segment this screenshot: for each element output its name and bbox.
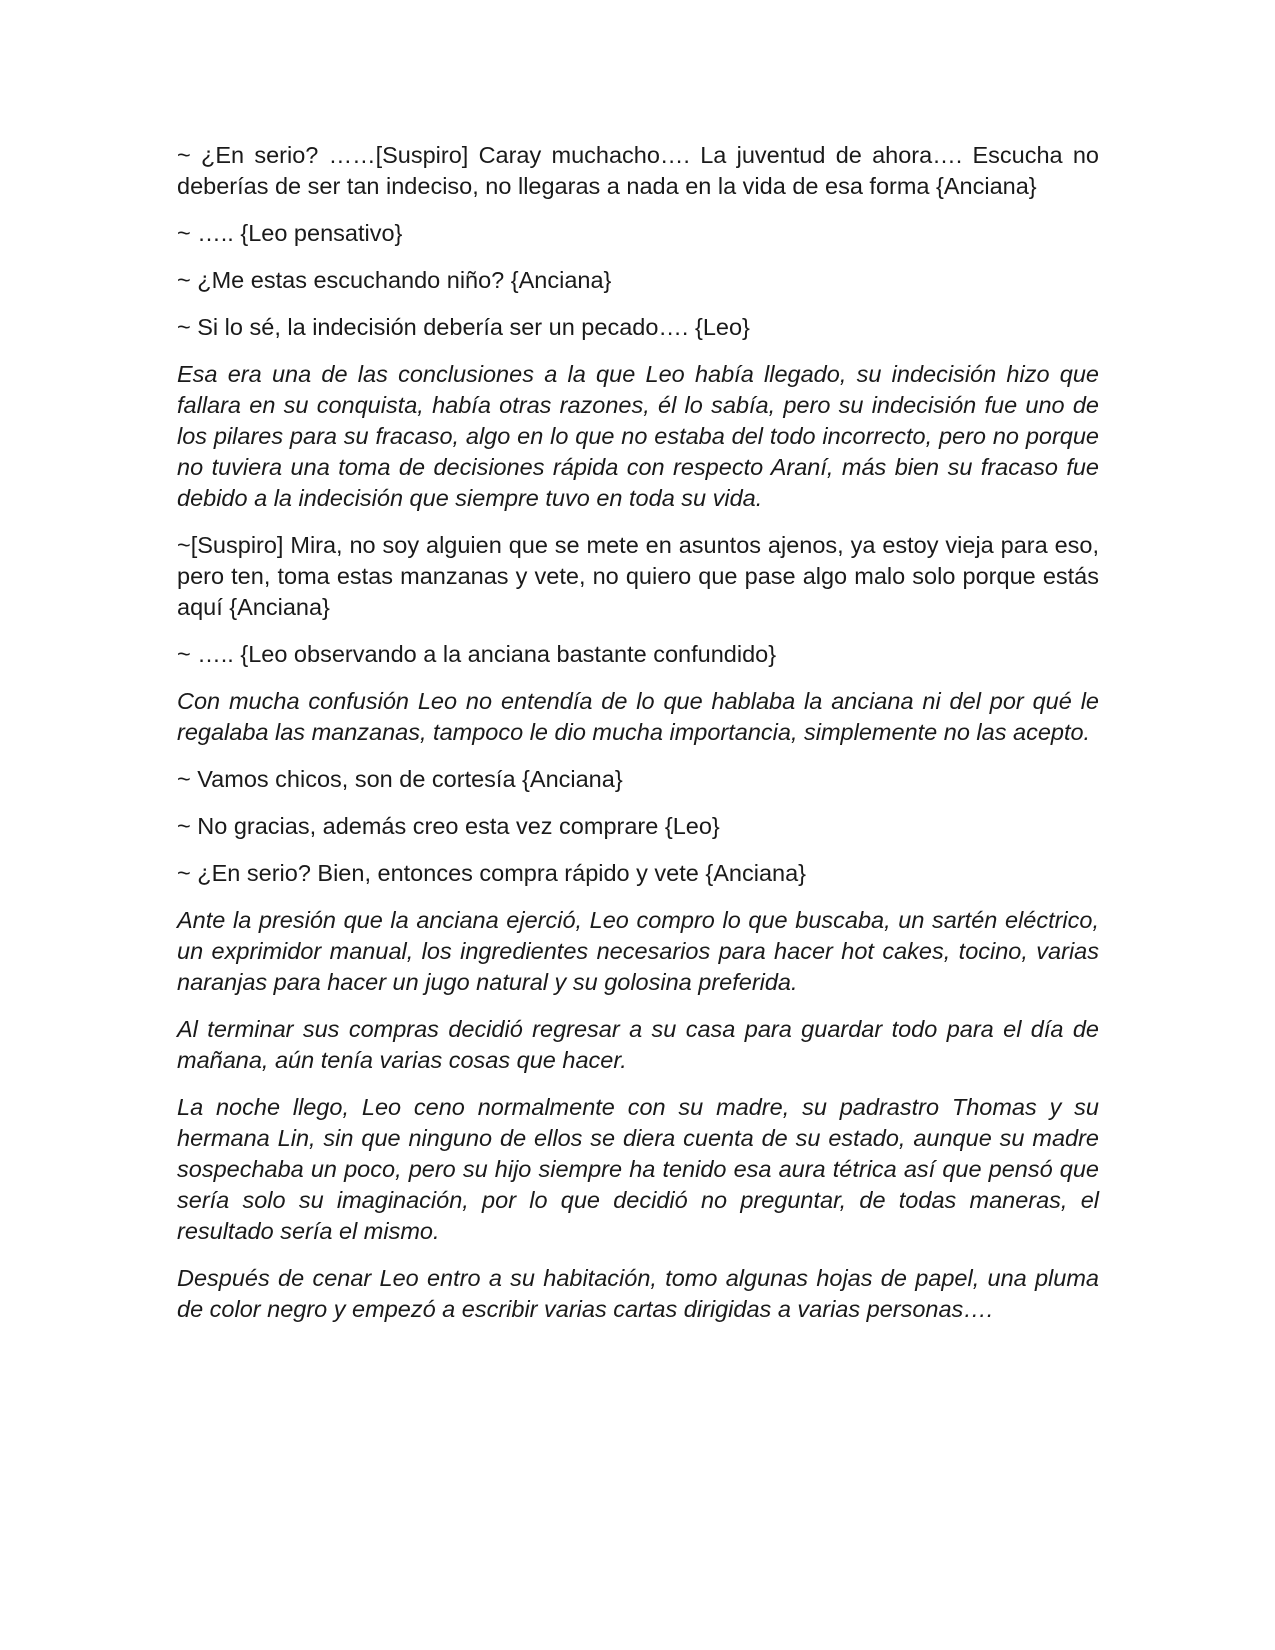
- paragraph-dialogue-anciana-3: ~[Suspiro] Mira, no soy alguien que se mete en asuntos ajenos, ya estoy vieja para eso, pero ten, toma estas manzanas y vete, no quiero que pase algo malo solo porque estás aquí {Anciana}: [177, 532, 1099, 620]
- paragraph-narration-5: La noche llego, Leo ceno normalmente con su madre, su padrastro Thomas y su hermana Lin, sin que ninguno de ellos se diera cuenta de su estado, aunque su madre sospechaba un poco, pero su hijo siempre ha tenido esa aura tétrica así que pensó que sería solo su imaginación, por lo que decidió no preguntar, de todas maneras, el resultado sería el mismo.: [177, 1094, 1099, 1244]
- paragraph-dialogue-anciana-1: ~ ¿En serio? ……[Suspiro] Caray muchacho…. La juventud de ahora…. Escucha no deberías de ser tan indeciso, no llegaras a nada en la vida de esa forma {Anciana}: [177, 142, 1099, 199]
- paragraph-dialogue-anciana-5: ~ ¿En serio? Bien, entonces compra rápido y vete {Anciana}: [177, 860, 807, 886]
- document-page: [177, 140, 1099, 1341]
- paragraph-dialogue-anciana-2: ~ ¿Me estas escuchando niño? {Anciana}: [177, 267, 612, 293]
- paragraph-narration-1: Esa era una de las conclusiones a la que Leo había llegado, su indecisión hizo que fallara en su conquista, había otras razones, él lo sabía, pero su indecisión fue uno de los pilares para su fracaso, algo en lo que no estaba del todo incorrecto, pero no porque no tuviera una toma de decisiones rápida con respecto Araní, más bien su fracaso fue debido a la indecisión que siempre tuvo en toda su vida.: [177, 361, 1099, 511]
- paragraph-dialogue-leo-4: ~ No gracias, además creo esta vez comprare {Leo}: [177, 813, 720, 839]
- paragraph-dialogue-leo-3: ~ ….. {Leo observando a la anciana bastante confundido}: [177, 641, 777, 667]
- paragraph-narration-3: Ante la presión que la anciana ejerció, Leo compro lo que buscaba, un sartén eléctrico, un exprimidor manual, los ingredientes necesarios para hacer hot cakes, tocino, varias naranjas para hacer un jugo natural y su golosina preferida.: [177, 907, 1099, 995]
- paragraph-narration-2: Con mucha confusión Leo no entendía de lo que hablaba la anciana ni del por qué le regalaba las manzanas, tampoco le dio mucha importancia, simplemente no las acepto.: [177, 688, 1099, 745]
- paragraph-narration-6: Después de cenar Leo entro a su habitación, tomo algunas hojas de papel, una pluma de color negro y empezó a escribir varias cartas dirigidas a varias personas….: [177, 1265, 1099, 1322]
- paragraph-dialogue-leo-1: ~ ….. {Leo pensativo}: [177, 220, 403, 246]
- paragraph-narration-4: Al terminar sus compras decidió regresar a su casa para guardar todo para el día de mañana, aún tenía varias cosas que hacer.: [177, 1016, 1099, 1073]
- paragraph-dialogue-leo-2: ~ Si lo sé, la indecisión debería ser un pecado…. {Leo}: [177, 314, 750, 340]
- paragraph-dialogue-anciana-4: ~ Vamos chicos, son de cortesía {Anciana}: [177, 766, 623, 792]
